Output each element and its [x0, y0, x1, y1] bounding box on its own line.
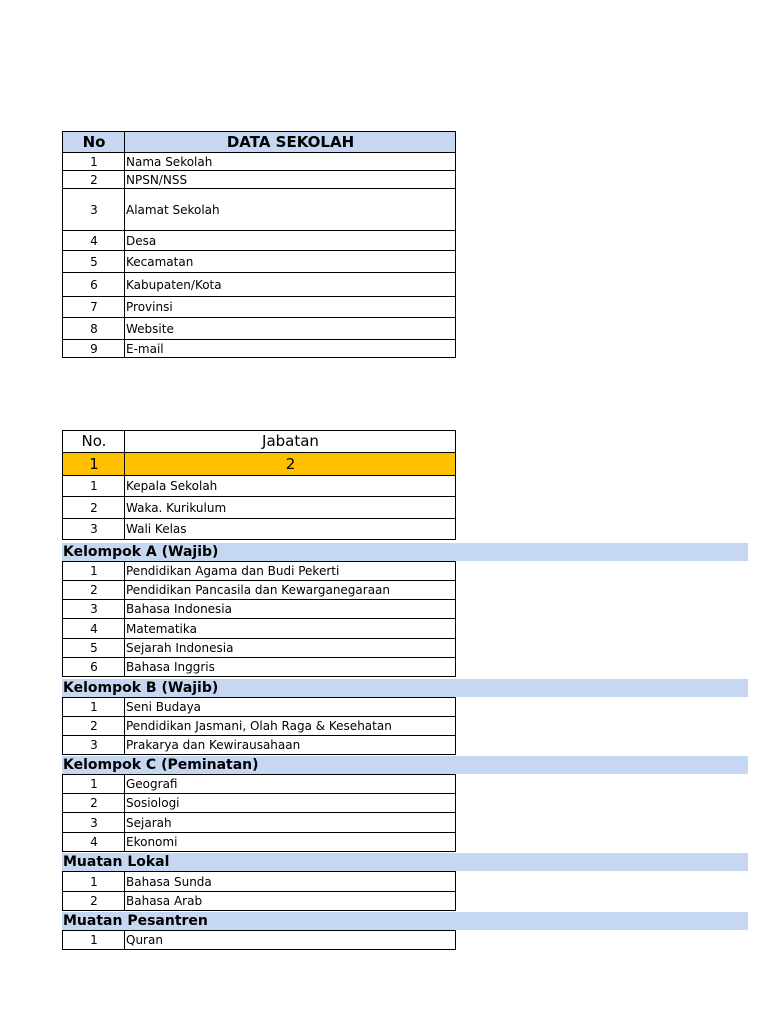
row-no: 4: [63, 231, 125, 251]
table-row: [63, 658, 456, 677]
row-label[interactable]: Pendidikan Agama dan Budi Pekerti: [125, 562, 456, 581]
group-title: Kelompok A (Wajib): [62, 543, 748, 561]
row-label[interactable]: NPSN/NSS: [125, 171, 456, 189]
row-no: 2: [63, 717, 125, 736]
row-label[interactable]: Kepala Sekolah: [125, 476, 456, 497]
row-no: 2: [63, 581, 125, 600]
group-table: [62, 871, 456, 911]
row-label[interactable]: Kabupaten/Kota: [125, 273, 456, 297]
row-no: 2: [63, 892, 125, 911]
school-data-table: [62, 131, 456, 358]
row-no: 8: [63, 318, 125, 340]
table-row: [63, 813, 456, 833]
row-label[interactable]: Bahasa Inggris: [125, 658, 456, 677]
group-title: Kelompok B (Wajib): [62, 679, 748, 697]
table-row: [63, 171, 456, 189]
row-label[interactable]: Alamat Sekolah: [125, 189, 456, 231]
row-label[interactable]: E-mail: [125, 340, 456, 358]
table-row: [63, 581, 456, 600]
header-title: Jabatan: [125, 431, 456, 453]
table-row: [63, 476, 456, 497]
group-table: [62, 561, 456, 677]
table-row: [63, 562, 456, 581]
column-number: 1: [63, 453, 125, 476]
table-row: [63, 153, 456, 171]
row-no: 1: [63, 476, 125, 497]
row-label[interactable]: Sejarah Indonesia: [125, 639, 456, 658]
table-row: [63, 794, 456, 813]
table-row: [63, 189, 456, 231]
school-table-header: [63, 132, 456, 153]
column-number-row: [63, 453, 456, 476]
table-row: [63, 519, 456, 540]
row-label[interactable]: Nama Sekolah: [125, 153, 456, 171]
row-no: 4: [63, 833, 125, 852]
row-label[interactable]: Sosiologi: [125, 794, 456, 813]
table-row: [63, 931, 456, 950]
row-no: 1: [63, 775, 125, 794]
row-no: 2: [63, 497, 125, 519]
row-label[interactable]: Wali Kelas: [125, 519, 456, 540]
row-label[interactable]: Pendidikan Jasmani, Olah Raga & Kesehatan: [125, 717, 456, 736]
header-no: No: [63, 132, 125, 153]
table-row: [63, 619, 456, 639]
row-label[interactable]: Website: [125, 318, 456, 340]
row-label[interactable]: Matematika: [125, 619, 456, 639]
table-row: [63, 736, 456, 755]
row-no: 9: [63, 340, 125, 358]
table-row: [63, 833, 456, 852]
row-label[interactable]: Desa: [125, 231, 456, 251]
position-table: [62, 430, 456, 540]
column-number: 2: [125, 453, 456, 476]
row-no: 3: [63, 189, 125, 231]
row-label[interactable]: Pendidikan Pancasila dan Kewarganegaraan: [125, 581, 456, 600]
position-table-header: [63, 431, 456, 453]
header-title: DATA SEKOLAH: [125, 132, 456, 153]
row-no: 1: [63, 872, 125, 892]
table-row: [63, 600, 456, 619]
row-no: 2: [63, 794, 125, 813]
row-no: 1: [63, 698, 125, 717]
row-label[interactable]: Bahasa Sunda: [125, 872, 456, 892]
group-table: [62, 774, 456, 852]
row-label[interactable]: Seni Budaya: [125, 698, 456, 717]
row-no: 3: [63, 519, 125, 540]
row-no: 3: [63, 813, 125, 833]
table-row: [63, 297, 456, 318]
row-no: 1: [63, 153, 125, 171]
group-title: Muatan Pesantren: [62, 912, 748, 930]
row-label[interactable]: Ekonomi: [125, 833, 456, 852]
row-label[interactable]: Bahasa Indonesia: [125, 600, 456, 619]
group-title: Kelompok C (Peminatan): [62, 756, 748, 774]
group-table: [62, 930, 456, 950]
row-no: 5: [63, 251, 125, 273]
table-row: [63, 872, 456, 892]
row-label[interactable]: Quran: [125, 931, 456, 950]
row-label[interactable]: Prakarya dan Kewirausahaan: [125, 736, 456, 755]
row-no: 1: [63, 562, 125, 581]
row-label[interactable]: Sejarah: [125, 813, 456, 833]
row-label[interactable]: Kecamatan: [125, 251, 456, 273]
row-no: 4: [63, 619, 125, 639]
row-no: 3: [63, 736, 125, 755]
table-row: [63, 698, 456, 717]
row-label[interactable]: Bahasa Arab: [125, 892, 456, 911]
row-label[interactable]: Waka. Kurikulum: [125, 497, 456, 519]
row-no: 6: [63, 273, 125, 297]
table-row: [63, 497, 456, 519]
row-no: 3: [63, 600, 125, 619]
row-no: 5: [63, 639, 125, 658]
group-title: Muatan Lokal: [62, 853, 748, 871]
table-row: [63, 775, 456, 794]
row-no: 6: [63, 658, 125, 677]
row-no: 1: [63, 931, 125, 950]
row-label[interactable]: Geografi: [125, 775, 456, 794]
row-no: 2: [63, 171, 125, 189]
table-row: [63, 892, 456, 911]
table-row: [63, 251, 456, 273]
row-label[interactable]: Provinsi: [125, 297, 456, 318]
header-no: No.: [63, 431, 125, 453]
table-row: [63, 318, 456, 340]
table-row: [63, 717, 456, 736]
table-row: [63, 639, 456, 658]
table-row: [63, 340, 456, 358]
table-row: [63, 231, 456, 251]
row-no: 7: [63, 297, 125, 318]
table-row: [63, 273, 456, 297]
group-table: [62, 697, 456, 755]
